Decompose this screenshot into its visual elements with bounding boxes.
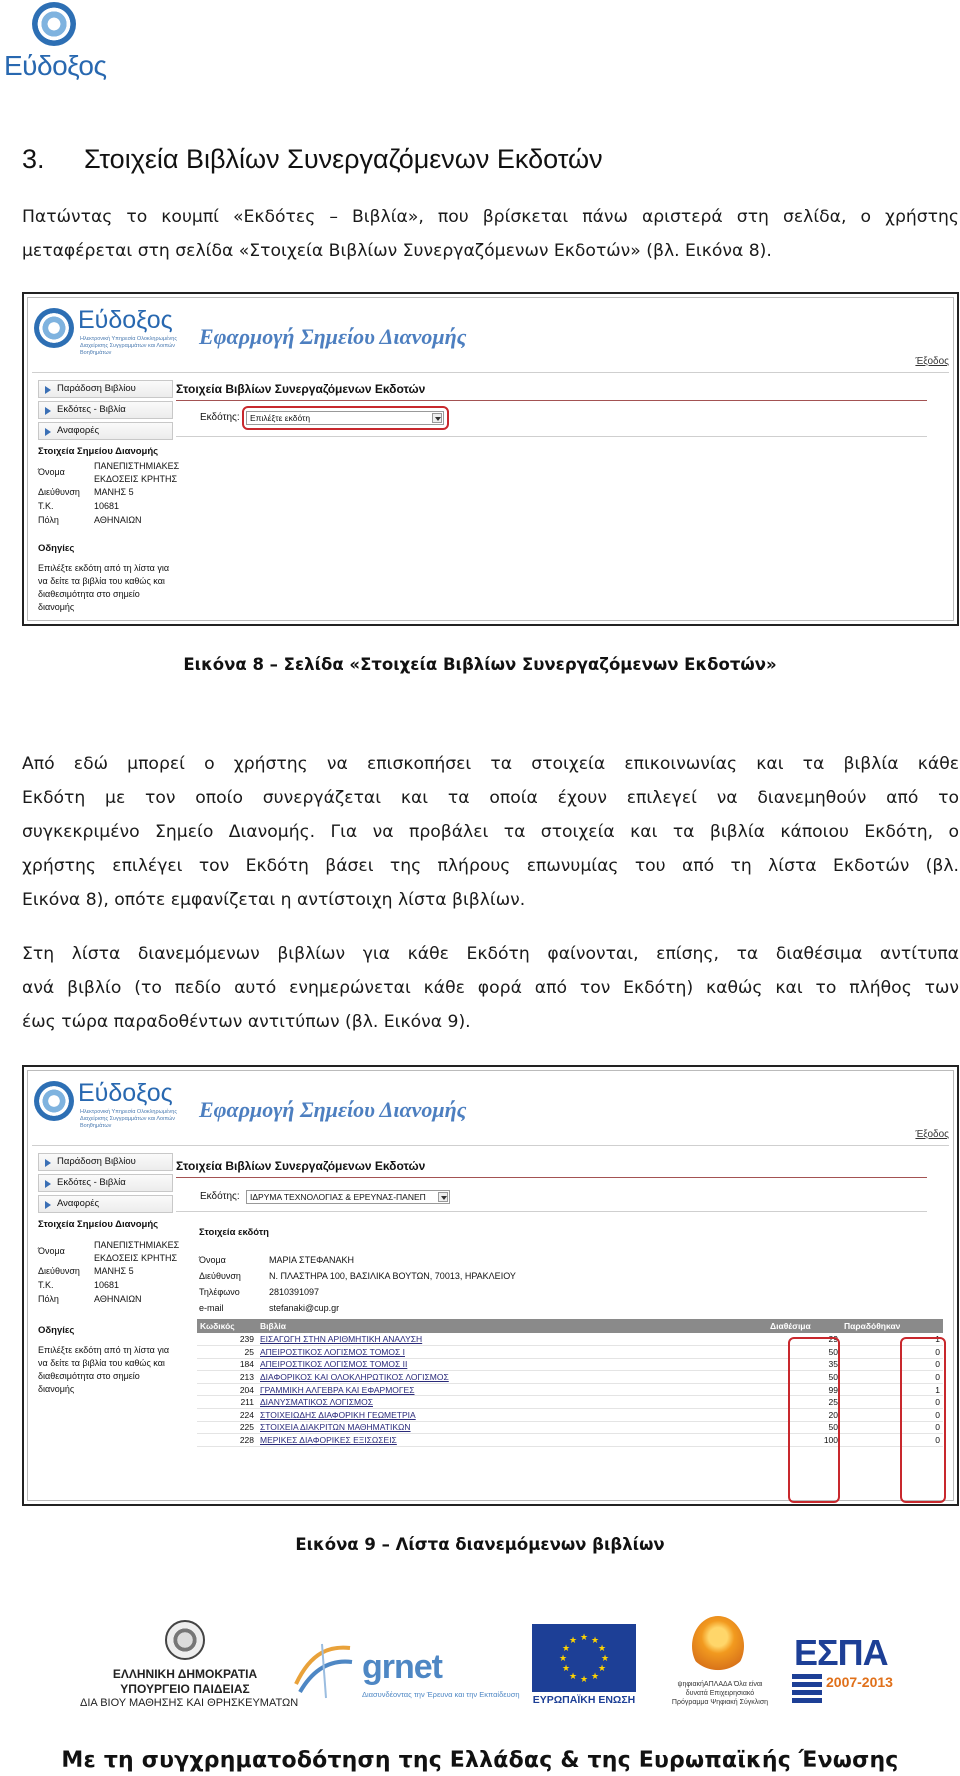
highlight-ring bbox=[242, 406, 449, 430]
info-key: Πόλη bbox=[38, 1294, 59, 1304]
svg-text:★: ★ bbox=[597, 1664, 607, 1674]
book-link[interactable]: ΣΤΟΙΧΕΙΑ ΔΙΑΚΡΙΤΩΝ ΜΑΘΗΜΑΤΙΚΩΝ bbox=[257, 1421, 767, 1434]
figure-9-caption: Εικόνα 9 – Λίστα διανεμόμενων βιβλίων bbox=[295, 1535, 665, 1554]
info-key: Διεύθυνση bbox=[38, 1266, 80, 1276]
book-link[interactable]: ΜΕΡΙΚΕΣ ΔΙΑΦΟΡΙΚΕΣ ΕΞΙΣΩΣΕΙΣ bbox=[257, 1434, 767, 1447]
app-title: Εφαρμογή Σημείου Διανομής bbox=[199, 1097, 467, 1122]
cell-code: 239 bbox=[197, 1333, 257, 1346]
cell-available: 50 bbox=[767, 1346, 841, 1359]
app-logo-word: Εύδοξος bbox=[78, 306, 173, 334]
book-link[interactable]: ΣΤΟΙΧΕΙΩΔΗΣ ΔΙΑΦΟΡΙΚΗ ΓΕΩΜΕΤΡΙΑ bbox=[257, 1409, 767, 1422]
cell-delivered: 0 bbox=[841, 1396, 943, 1409]
coat-of-arms-icon bbox=[165, 1620, 205, 1660]
cell-available: 100 bbox=[767, 1434, 841, 1447]
cell-code: 225 bbox=[197, 1421, 257, 1434]
cell-available: 50 bbox=[767, 1421, 841, 1434]
publisher-select-value: ΙΔΡΥΜΑ ΤΕΧΝΟΛΟΓΙΑΣ & ΕΡΕΥΝΑΣ-ΠΑΝΕΠ bbox=[250, 1192, 426, 1202]
intro-paragraph bbox=[22, 200, 959, 268]
cell-code: 228 bbox=[197, 1434, 257, 1447]
instructions-text: Επιλέξτε εκδότη από τη λίστα για να δείτε τα βιβλία του καθώς και διαθεσιμότητα στο σημείο διανομής bbox=[38, 563, 170, 612]
cell-delivered: 0 bbox=[841, 1346, 943, 1359]
book-link[interactable]: ΓΡΑΜΜΙΚΗ ΑΛΓΕΒΡΑ ΚΑΙ ΕΦΑΡΜΟΓΕΣ bbox=[257, 1383, 767, 1396]
cell-available: 29 bbox=[767, 1333, 841, 1346]
section-number: 3. bbox=[22, 144, 45, 174]
cell-delivered: 0 bbox=[841, 1434, 943, 1447]
grnet-logo bbox=[292, 1640, 527, 1710]
nav-item-publishers-books[interactable]: Εκδότες - Βιβλία bbox=[38, 401, 173, 419]
svg-text:★: ★ bbox=[579, 1633, 589, 1643]
side-heading: Στοιχεία Σημείου Διανομής bbox=[38, 446, 159, 457]
cell-code: 25 bbox=[197, 1346, 257, 1359]
greek-flag-icon bbox=[792, 1674, 822, 1704]
figure-8-caption: Εικόνα 8 – Σελίδα «Στοιχεία Βιβλίων Συνεργαζόμενων Εκδοτών» bbox=[183, 655, 777, 674]
info-key: Τηλέφωνο bbox=[199, 1287, 240, 1297]
paragraph-line: ανά βιβλίο (το πεδίο αυτό ενημερώνεται κάθε φορά από τον Εκδότη) καθώς και το πλήθος των bbox=[22, 978, 959, 998]
highlight-ring-delivered bbox=[900, 1337, 946, 1503]
chevron-down-icon[interactable] bbox=[438, 1192, 448, 1202]
info-key: Διεύθυνση bbox=[199, 1271, 241, 1281]
paragraph-line: Στη λίστα διανεμόμενων βιβλίων για κάθε Εκδότη φαίνονται, επίσης, τα διαθέσιμα αντίτυπα bbox=[22, 944, 959, 964]
highlight-ring-available bbox=[788, 1337, 840, 1503]
info-key: Τ.Κ. bbox=[38, 501, 54, 511]
table-header-row bbox=[197, 1319, 943, 1333]
info-value: ΠΑΝΕΠΙΣΤΗΜΙΑΚΕΣ ΕΚΔΟΣΕΙΣ ΚΡΗΤΗΣ bbox=[94, 1240, 180, 1263]
svg-text:★: ★ bbox=[590, 1672, 600, 1682]
globe-icon bbox=[34, 308, 74, 348]
instructions-heading: Οδηγίες bbox=[38, 1325, 75, 1336]
cell-delivered: 0 bbox=[841, 1371, 943, 1384]
cell-available: 35 bbox=[767, 1358, 841, 1371]
paragraph-line: Εικόνα 8), οπότε εμφανίζεται η αντίστοιχη λίστα βιβλίων. bbox=[22, 890, 526, 910]
eudoxus-logo bbox=[2, 2, 112, 82]
info-value: ΜΑΡΙΑ ΣΤΕΦΑΝΑΚΗ bbox=[269, 1255, 355, 1265]
col-code: Κωδικός bbox=[197, 1319, 257, 1333]
info-value: 10681 bbox=[94, 1280, 120, 1290]
cofinance-statement: Με τη συγχρηματοδότηση της Ελλάδας & της Ευρωπαϊκής Ένωσης bbox=[61, 1748, 899, 1773]
cell-code: 213 bbox=[197, 1371, 257, 1384]
info-value: stefanaki@cup.gr bbox=[269, 1303, 340, 1313]
app-logo-subtitle: Ηλεκτρονική Υπηρεσία Ολοκληρωμένης Διαχείρισης Συγγραμμάτων και Λοιπών Βοηθημάτων bbox=[80, 336, 177, 356]
body-paragraph bbox=[22, 747, 959, 917]
svg-text:★: ★ bbox=[558, 1654, 568, 1664]
cell-delivered: 0 bbox=[841, 1358, 943, 1371]
publisher-select-value: Επιλέξτε εκδότη bbox=[250, 413, 311, 423]
cell-available: 50 bbox=[767, 1371, 841, 1384]
cell-delivered: 1 bbox=[841, 1383, 943, 1396]
cell-available: 99 bbox=[767, 1383, 841, 1396]
logout-link[interactable]: Έξοδος bbox=[915, 356, 949, 367]
paragraph-line: έως τώρα παραδοθέντων αντιτύπων (βλ. Εικόνα 9). bbox=[22, 1012, 471, 1032]
info-key: Πόλη bbox=[38, 515, 59, 525]
nav-item-reports[interactable]: Αναφορές bbox=[38, 1195, 173, 1213]
logo-text: ΕΛΛΗΝΙΚΗ ΔΗΜΟΚΡΑΤΙΑ bbox=[112, 1667, 258, 1681]
app-logo bbox=[34, 1077, 184, 1129]
book-link[interactable]: ΕΙΣΑΓΩΓΗ ΣΤΗΝ ΑΡΙΘΜΗΤΙΚΗ ΑΝΑΛΥΣΗ bbox=[257, 1333, 767, 1346]
info-value: Ν. ΠΛΑΣΤΗΡΑ 100, ΒΑΣΙΛΙΚΑ ΒΟΥΤΩΝ, 70013, ΗΡΑΚΛΕΙΟΥ bbox=[269, 1271, 516, 1281]
hellenic-republic-logo bbox=[80, 1620, 299, 1710]
col-delivered: Παραδόθηκαν bbox=[841, 1319, 943, 1333]
cell-code: 211 bbox=[197, 1396, 257, 1409]
publisher-select[interactable] bbox=[246, 1190, 450, 1204]
figure-8-screenshot bbox=[22, 292, 959, 626]
screen-section-title: Στοιχεία Βιβλίων Συνεργαζόμενων Εκδοτών bbox=[176, 1159, 426, 1173]
instructions-heading: Οδηγίες bbox=[38, 543, 75, 554]
nav-item-publishers-books[interactable]: Εκδότες - Βιβλία bbox=[38, 1174, 173, 1192]
nav-item-delivery[interactable]: Παράδοση Βιβλίου bbox=[38, 380, 173, 398]
cell-delivered: 0 bbox=[841, 1409, 943, 1422]
app-logo-subtitle: Ηλεκτρονική Υπηρεσία Ολοκληρωμένης Διαχείρισης Συγγραμμάτων και Λοιπών Βοηθημάτων bbox=[80, 1109, 177, 1129]
grnet-swoosh-icon bbox=[292, 1640, 354, 1700]
info-value: ΜΑΝΗΣ 5 bbox=[94, 1266, 134, 1276]
nav-item-delivery[interactable]: Παράδοση Βιβλίου bbox=[38, 1153, 173, 1171]
section-title: Στοιχεία Βιβλίων Συνεργαζόμενων Εκδοτών bbox=[84, 144, 603, 174]
side-heading: Στοιχεία Σημείου Διανομής bbox=[38, 1219, 159, 1230]
svg-text:★: ★ bbox=[597, 1644, 607, 1654]
info-value: ΑΘΗΝΑΙΩΝ bbox=[94, 1294, 142, 1304]
cell-delivered: 1 bbox=[841, 1333, 943, 1346]
paragraph-line: Από εδώ μπορεί ο χρήστης να επισκοπήσει τα στοιχεία επικοινωνίας και τα βιβλία κάθε bbox=[22, 754, 959, 774]
paragraph-line: συγκεκριμένο Σημείο Διανομής. Για να προβάλει τα στοιχεία και τα βιβλία κάποιου Εκδότη, ο bbox=[22, 822, 959, 842]
col-books: Βιβλία bbox=[257, 1319, 767, 1333]
european-union-logo bbox=[532, 1624, 636, 1710]
nav-item-reports[interactable]: Αναφορές bbox=[38, 422, 173, 440]
logo-text: ΥΠΟΥΡΓΕΙΟ ΠΑΙΔΕΙΑΣ bbox=[120, 1682, 250, 1696]
body-paragraph bbox=[22, 937, 959, 1039]
info-value: ΠΑΝΕΠΙΣΤΗΜΙΑΚΕΣ ΕΚΔΟΣΕΙΣ ΚΡΗΤΗΣ bbox=[94, 461, 180, 484]
figure-9-screenshot bbox=[22, 1065, 959, 1506]
app-title: Εφαρμογή Σημείου Διανομής bbox=[199, 324, 467, 349]
cell-available: 20 bbox=[767, 1409, 841, 1422]
paragraph-line: χρήστης επιλέγει τον Εκδότη βάσει της πλήρους επωνυμίας του από τη λίστα Εκδοτών (βλ. bbox=[22, 856, 959, 876]
cell-code: 204 bbox=[197, 1383, 257, 1396]
digital-convergence-logo bbox=[670, 1616, 770, 1712]
info-value: 2810391097 bbox=[269, 1287, 320, 1297]
svg-text:★: ★ bbox=[568, 1636, 578, 1646]
logo-text: Εύδοξος bbox=[4, 50, 107, 81]
side-nav bbox=[38, 380, 173, 443]
section-heading bbox=[22, 144, 603, 175]
info-key: Διεύθυνση bbox=[38, 487, 80, 497]
app-logo bbox=[34, 304, 184, 356]
book-link[interactable]: ΑΠΕΙΡΟΣΤΙΚΟΣ ΛΟΓΙΣΜΟΣ ΤΟΜΟΣ Ι bbox=[257, 1346, 767, 1359]
svg-text:★: ★ bbox=[600, 1654, 610, 1664]
svg-text:★: ★ bbox=[561, 1644, 571, 1654]
instructions-text: Επιλέξτε εκδότη από τη λίστα για να δείτε τα βιβλία του καθώς και διαθεσιμότητα στο σημείο διανομής bbox=[38, 1345, 170, 1394]
cell-code: 224 bbox=[197, 1409, 257, 1422]
logo-text: 2007-2013 bbox=[826, 1674, 893, 1690]
info-value: 10681 bbox=[94, 501, 120, 511]
digital-orb-icon bbox=[692, 1616, 744, 1676]
app-logo-word: Εύδοξος bbox=[78, 1079, 173, 1107]
info-key: Τ.Κ. bbox=[38, 1280, 54, 1290]
paragraph-line: Πατώντας το κουμπί «Εκδότες – Βιβλία», που βρίσκεται πάνω αριστερά στη σελίδα, ο χρήστης bbox=[22, 207, 959, 227]
book-link[interactable]: ΑΠΕΙΡΟΣΤΙΚΟΣ ΛΟΓΙΣΜΟΣ ΤΟΜΟΣ ΙΙ bbox=[257, 1358, 767, 1371]
eu-flag-icon bbox=[532, 1624, 636, 1692]
logo-text: ΔΙΑ ΒΙΟΥ ΜΑΘΗΣΗΣ ΚΑΙ ΘΡΗΣΚΕΥΜΑΤΩΝ bbox=[80, 1697, 299, 1709]
info-key: Όνομα bbox=[38, 467, 65, 477]
info-key: e-mail bbox=[199, 1303, 224, 1313]
info-value: ΑΘΗΝΑΙΩΝ bbox=[94, 515, 142, 525]
svg-text:★: ★ bbox=[590, 1636, 600, 1646]
info-value: ΜΑΝΗΣ 5 bbox=[94, 487, 134, 497]
logo-text: ΕΣΠΑ bbox=[794, 1632, 888, 1673]
logo-text: Διασυνδέοντας την Έρευνα και την Εκπαίδευση bbox=[362, 1690, 520, 1699]
paragraph-line: μεταφέρεται στη σελίδα «Στοιχεία Βιβλίων Συνεργαζόμενων Εκδοτών» (βλ. Εικόνα 8). bbox=[22, 241, 772, 261]
svg-text:★: ★ bbox=[568, 1672, 578, 1682]
cell-code: 184 bbox=[197, 1358, 257, 1371]
cell-delivered: 0 bbox=[841, 1421, 943, 1434]
screen-section-title: Στοιχεία Βιβλίων Συνεργαζόμενων Εκδοτών bbox=[176, 382, 426, 396]
globe-icon bbox=[34, 1081, 74, 1121]
info-key: Όνομα bbox=[199, 1255, 226, 1265]
logout-link[interactable]: Έξοδος bbox=[915, 1129, 949, 1140]
paragraph-line: Εκδότη με τον οποίο συνεργάζεται και τα οποία έχουν επιλεγεί να διανεμηθούν από το bbox=[22, 788, 959, 808]
info-key: Όνομα bbox=[38, 1246, 65, 1256]
logo-text: grnet bbox=[362, 1648, 442, 1686]
book-link[interactable]: ΔΙΑΦΟΡΙΚΟΣ ΚΑΙ ΟΛΟΚΛΗΡΩΤΙΚΟΣ ΛΟΓΙΣΜΟΣ bbox=[257, 1371, 767, 1384]
book-link[interactable]: ΔΙΑΝΥΣΜΑΤΙΚΟΣ ΛΟΓΙΣΜΟΣ bbox=[257, 1396, 767, 1409]
svg-text:★: ★ bbox=[579, 1675, 589, 1685]
publisher-info-heading: Στοιχεία εκδότη bbox=[199, 1227, 269, 1238]
espa-logo bbox=[792, 1632, 907, 1712]
logo-text: ΕΥΡΩΠΑΪΚΗ ΕΝΩΣΗ bbox=[532, 1694, 636, 1706]
svg-text:★: ★ bbox=[561, 1664, 571, 1674]
publisher-label: Εκδότης: bbox=[200, 1191, 240, 1202]
logo-text: ψηφιακήΑΠΛΑΔΑ Όλα είναι δυνατά Επιχειρησιακό Πρόγραμμα Ψηφιακή Σύγκλιση bbox=[671, 1681, 769, 1706]
cell-available: 25 bbox=[767, 1396, 841, 1409]
side-nav bbox=[38, 1153, 173, 1216]
col-available: Διαθέσιμα bbox=[767, 1319, 841, 1333]
publisher-label: Εκδότης: bbox=[200, 412, 240, 423]
globe-icon bbox=[32, 2, 76, 46]
